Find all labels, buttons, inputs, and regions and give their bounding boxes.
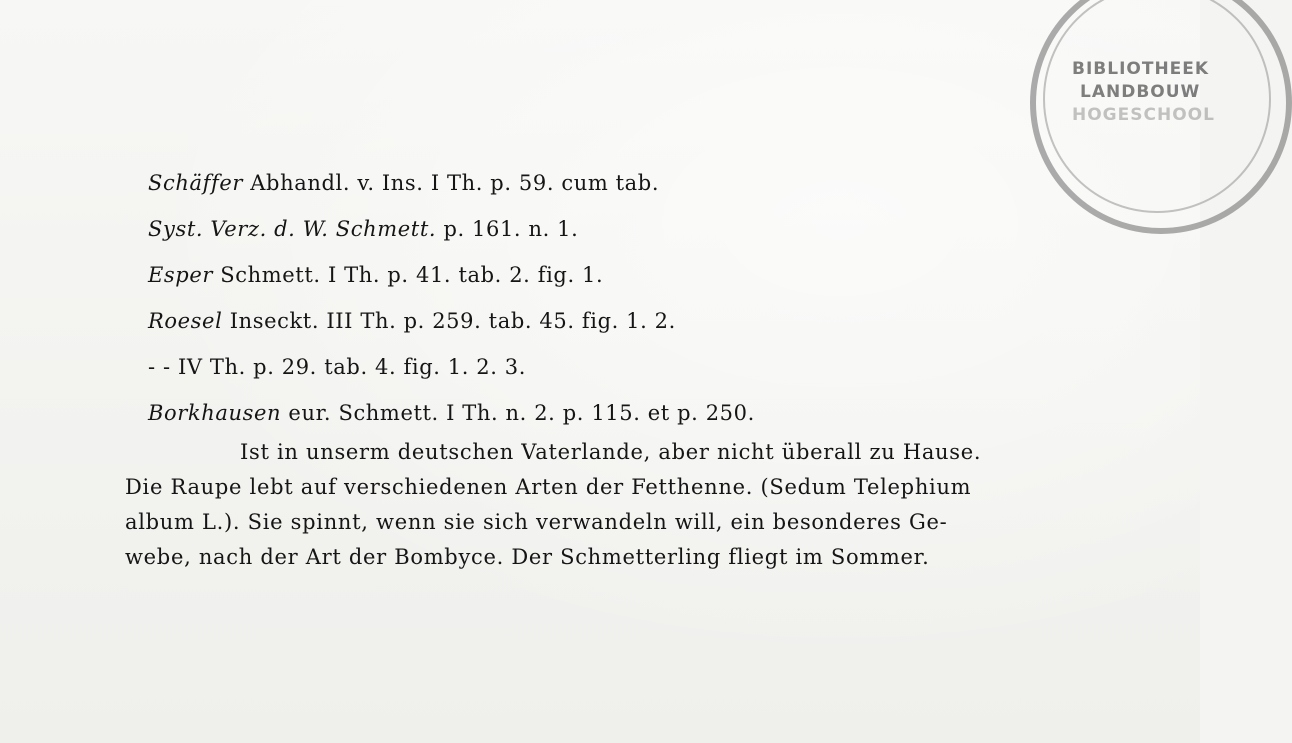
reference-citation: p. 161. n. 1. <box>443 217 579 241</box>
reference-author: Esper <box>148 263 214 287</box>
reference-author: Roesel <box>148 309 223 333</box>
paragraph-line: Ist in unserm deutschen Vaterlande, aber nicht überall zu Hause. <box>240 440 982 464</box>
reference-item <box>148 344 755 390</box>
reference-list <box>148 160 755 436</box>
reference-item <box>148 206 755 252</box>
reference-citation: Inseckt. III Th. p. 259. tab. 45. fig. 1. 2. <box>229 309 676 333</box>
reference-item <box>148 390 755 436</box>
paragraph-line: webe, nach der Art der Bombyce. Der Schmetterling fliegt im Sommer. <box>125 545 930 569</box>
stamp-line-1: BIBLIOTHEEK <box>1072 59 1210 79</box>
reference-item <box>148 298 755 344</box>
reference-author: Schäffer <box>148 171 244 195</box>
reference-item <box>148 252 755 298</box>
description-paragraph <box>125 435 1080 575</box>
reference-citation: eur. Schmett. I Th. n. 2. p. 115. et p. 250. <box>288 401 755 425</box>
stamp-line-2: LANDBOUW <box>1080 82 1201 102</box>
reference-citation: Schmett. I Th. p. 41. tab. 2. fig. 1. <box>220 263 604 287</box>
reference-citation: IV Th. p. 29. tab. 4. fig. 1. 2. 3. <box>177 355 527 379</box>
reference-author: Syst. Verz. d. W. Schmett. <box>148 217 437 241</box>
reference-citation: Abhandl. v. Ins. I Th. p. 59. cum tab. <box>250 171 660 195</box>
stamp-line-3: HOGESCHOOL <box>1072 105 1215 125</box>
reference-item <box>148 160 755 206</box>
paragraph-line: Die Raupe lebt auf verschiedenen Arten der Fetthenne. (Sedum Telephium <box>125 475 972 499</box>
reference-ditto-mark: - - <box>148 355 171 379</box>
reference-author: Borkhausen <box>148 401 282 425</box>
library-stamp-text <box>1072 58 1215 127</box>
paragraph-line: album L.). Sie spinnt, wenn sie sich verwandeln will, ein besonderes Ge- <box>125 510 948 534</box>
